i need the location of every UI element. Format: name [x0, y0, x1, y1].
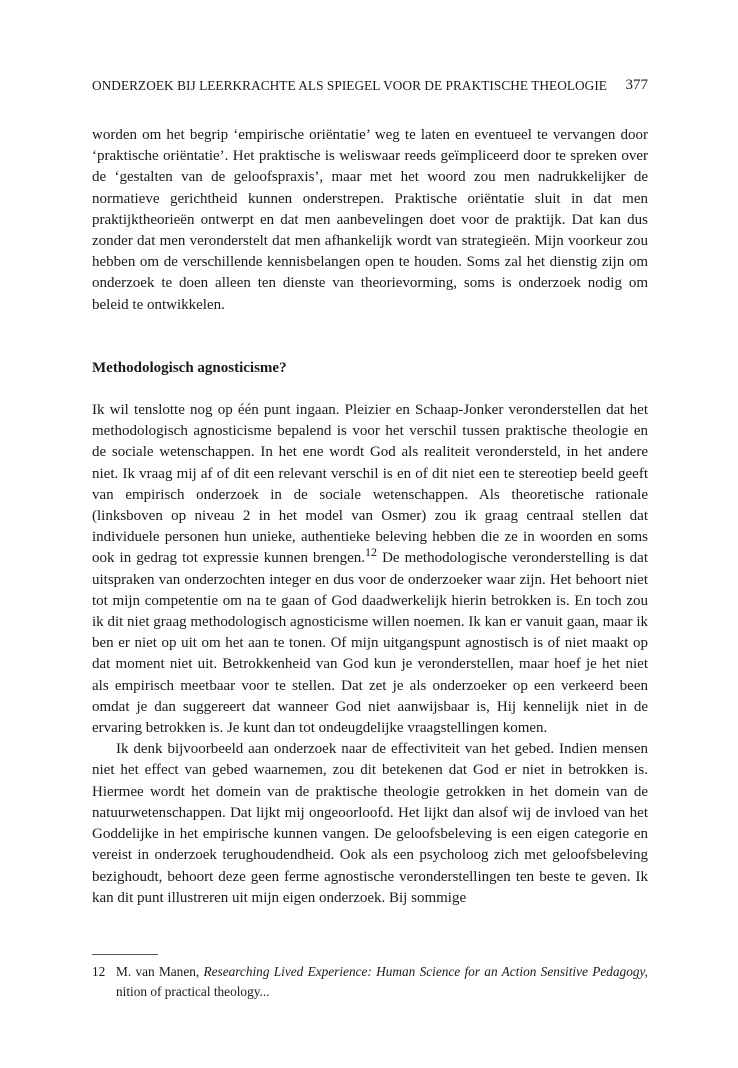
paragraph — [92, 400, 648, 739]
page-number: 377 — [625, 77, 648, 93]
footnote-title: Researching Lived Experience: Human Science for an Action Sensitive Pedagogy, — [203, 964, 648, 979]
section-heading: Methodologisch agnosticisme? — [92, 359, 287, 376]
footnote-divider — [92, 954, 158, 955]
footnote-number: 12 — [92, 964, 106, 979]
running-title: ONDERZOEK BIJ LEERKRACHTE ALS SPIEGEL VOOR DE PRAKTISCHE THEOLOGIE — [92, 78, 607, 93]
footnote-reference[interactable]: 12 — [365, 545, 378, 560]
footnote-rest: nition of practical theology... — [116, 984, 270, 999]
footnote-text — [116, 962, 648, 1002]
paragraph-text-before-note: Ik wil tenslotte nog op één punt ingaan. Pleizier en Schaap-Jonker veronderstellen dat het methodologisch agnosticisme bepalend is voor het verschil tussen praktische theologie en de sociale wetenschappen. In het ene wordt God als realiteit verondersteld, in het andere niet. Ik vraag mij af of dit een relevant verschil is en of dit niet een te stereotiep beeld geeft van empirisch onderzoek in de sociale wetenschappen. Als theoretische rationale (linksboven op niveau 2 in het model van Osmer) zou ik graag centraal stellen dat individuele personen hun unieke, authentieke beleving hebben die ze in woorden en soms ook in gedrag tot expressie kunnen brengen. — [92, 402, 648, 567]
footnote — [92, 962, 648, 1002]
page-header — [92, 78, 648, 98]
footnote-author: M. van Manen, — [116, 964, 204, 979]
body-text — [92, 125, 648, 909]
paragraph: worden om het begrip ‘empirische oriëntatie’ weg te laten en eventueel te vervangen door ‘praktische oriëntatie’. Het praktische is weliswaar reeds geïmpliceerd door te spreken over de ‘gestalten van de geloofspraxis’, maar met het woord zou men nadrukkelijker de normatieve gerichtheid kunnen onderstrepen. Praktische oriëntatie sluit in dat men praktijktheorieën ontwerpt en dat men aanbevelingen doet voor de praktijk. Dat kan dus zonder dat men veronderstelt dat men afhankelijk wordt van strategieën. Mijn voorkeur zou hebben om de verschillende kennisbelangen open te houden. Soms zal het dienstig zijn om onderzoek te doen alleen ten dienste van theorievorming, soms is onderzoek nodig om beleid te ontwikkelen. — [92, 127, 648, 313]
paragraph: Ik denk bijvoorbeeld aan onderzoek naar de effectiviteit van het gebed. Indien mensen niet het effect van gebed waarnemen, zou dit betekenen dat God er niet in betrokken is. Hiermee wordt het domein van de praktische theologie getrokken in het domein van de natuurwetenschappen. Dat lijkt mij ongeoorloofd. Het lijkt dan alsof wij de invloed van het Goddelijke in het empirische kunnen vangen. De geloofsbeleving is een eigen categorie en vereist in onderzoek terughoudendheid. Ook als een psycholoog zich met geloofsbeleving bezighoudt, behoort deze geen ferme agnostische veronderstellingen ten beste te geven. Ik kan dit punt illustreren uit mijn eigen onderzoek. Bij sommige — [92, 741, 648, 906]
paragraph-text-after-note: De methodologische veronderstelling is dat uitspraken van onderzochten integer en dus voor de onderzoeker waar zijn. Het behoort niet tot mijn competentie om na te gaan of God daadwerkelijk hierin betrokken is. En toch zou ik dit niet graag methodologisch agnosticisme willen noemen. Ik kan er vanuit gaan, maar ik ben er niet op uit om het aan te tonen. Of mijn uitgangspunt agnostisch is of niet maakt op dat moment niet uit. Betrokkenheid van God kun je veronderstellen, maar hoef je het niet als empirisch meetbaar voor te stellen. Dat zet je als onderzoeker op een verkeerd been omdat je dan suggereert dat wanneer God niet aanwijsbaar is, Hij kennelijk niet in de ervaring betrokken is. Je kunt dan tot ondeugdelijke vraagstellingen komen. — [92, 550, 648, 737]
